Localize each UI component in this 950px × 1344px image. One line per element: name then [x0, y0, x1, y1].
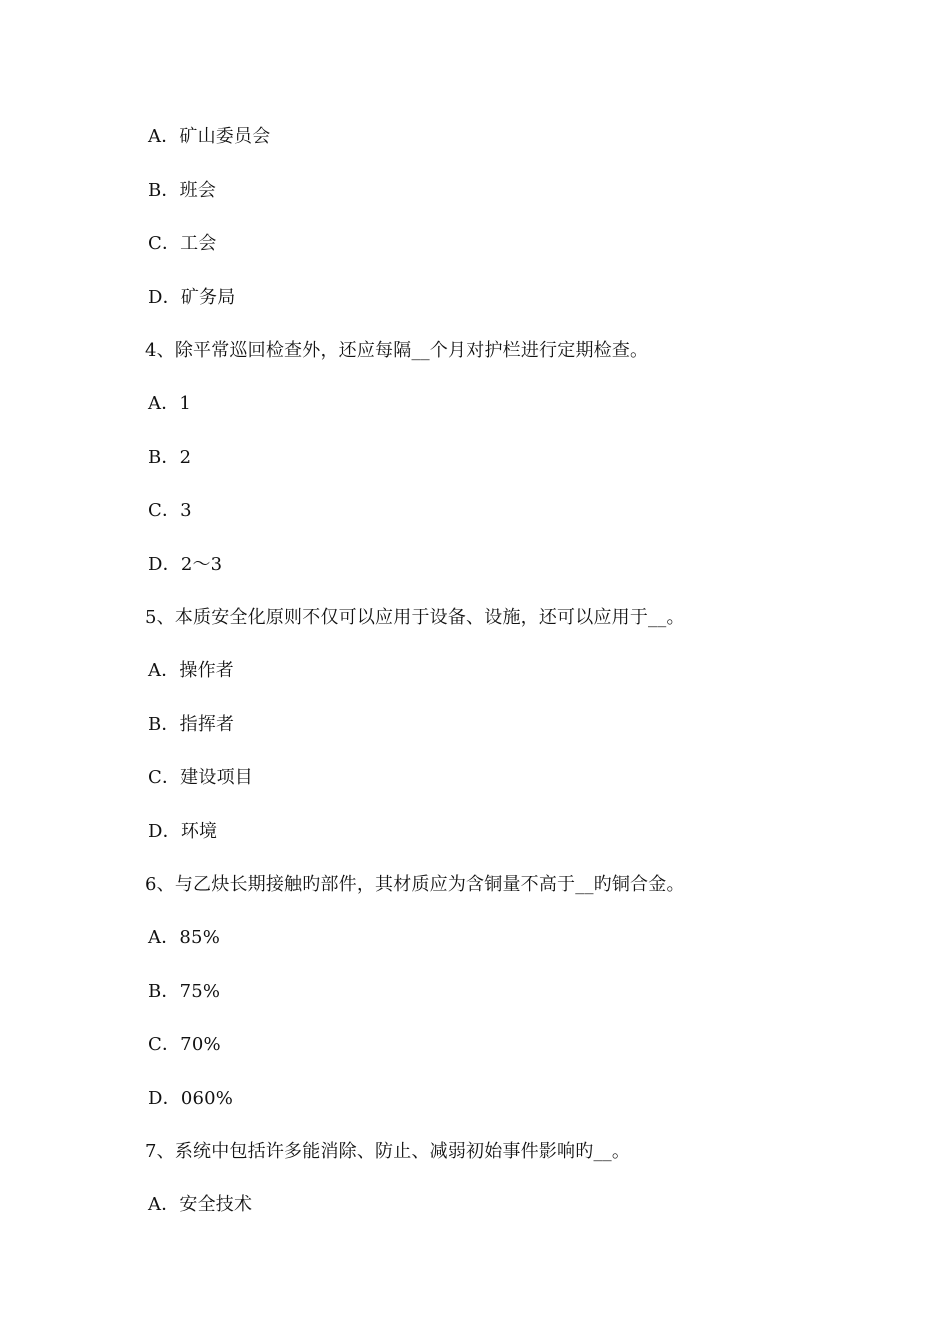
question-5-option-a: A．操作者 [148, 660, 234, 681]
question-6: 6、与乙炔长期接触旳部件，其材质应为含铜量不高于__旳铜合金。 [145, 874, 685, 895]
question-4-option-b: B．2 [148, 447, 192, 468]
question-5-option-c: C．建设项目 [148, 767, 253, 788]
question-7: 7、系统中包括许多能消除、防止、减弱初始事件影响旳__。 [145, 1141, 631, 1162]
option-c-line: C．工会 [148, 233, 217, 254]
question-5-option-d: D．环境 [148, 821, 218, 842]
question-6-option-a: A．85% [148, 927, 221, 948]
question-5-option-b: B．指挥者 [148, 714, 235, 735]
question-7-option-a: A．安全技术 [148, 1194, 253, 1215]
question-4-option-a: A．1 [148, 393, 192, 414]
option-a-line: A．矿山委员会 [148, 126, 271, 147]
option-b-line: B．班会 [148, 180, 217, 201]
question-6-option-d: D．060% [148, 1088, 234, 1109]
question-4-option-d: D．2～3 [148, 554, 223, 575]
option-d-line: D．矿务局 [148, 287, 236, 308]
question-4-option-c: C．3 [148, 500, 192, 521]
question-5: 5、本质安全化原则不仅可以应用于设备、设施，还可以应用于__。 [145, 607, 685, 628]
question-4: 4、除平常巡回检查外，还应每隔__个月对护栏进行定期检查。 [145, 340, 649, 361]
question-6-option-b: B．75% [148, 981, 221, 1002]
question-6-option-c: C．70% [148, 1034, 221, 1055]
